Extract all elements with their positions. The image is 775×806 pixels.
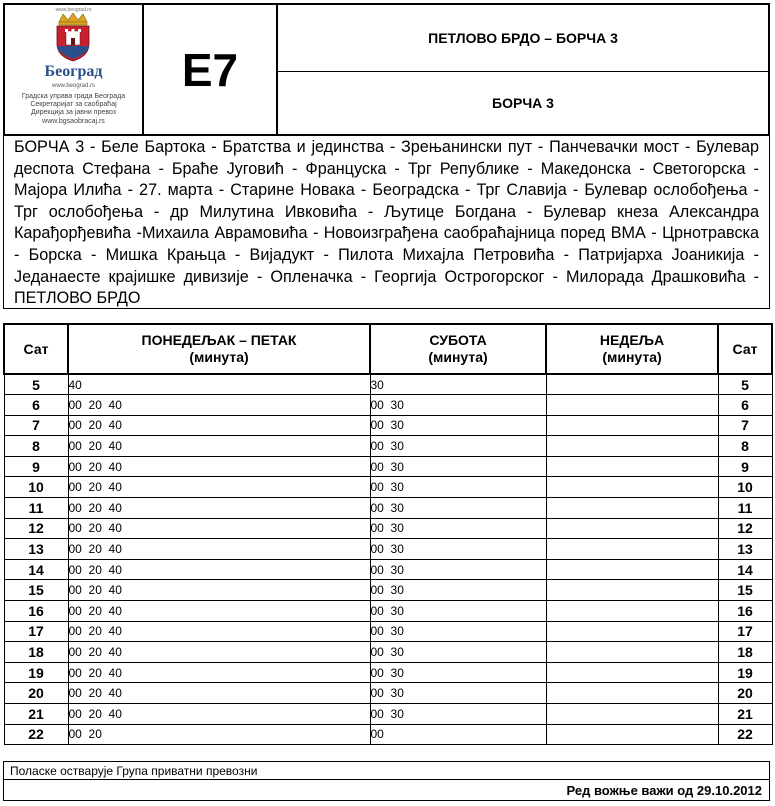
hour-cell-left: 11 <box>4 498 68 519</box>
hour-cell-left: 20 <box>4 683 68 704</box>
hour-cell-right: 20 <box>718 683 772 704</box>
hour-cell-right: 6 <box>718 395 772 416</box>
agency-line-2: Секретаријат за саобраћај <box>30 101 117 108</box>
route-description: БОРЧА 3 - Беле Бартока - Братства и јединства - Зрењанински пут - Панчевачки мост - Булевар деспота Стефана - Браће Југовић - Француска - Трг Републике - Македонска - Светогорска - Мајора Илића - 27. марта - Старине Новака - Београдска - Трг Славија - Булевар ослобођења - Трг ослобођења - др Милутина Ивковића - Љутице Богдана - Булевар кнеза Александра Карађорђевића -Михаила Аврамовића - Новоизграђена саобраћајница поред ВМА - Црнотравска - Борска - Мишка Крањца - Вијадукт - Пилота Михајла Петровића - Патријарха Јоаникија - Једанаесте крајишке дивизије - Опленачка - Георгија Острогорског - Милорада Драшковића - ПЕТЛОВО БРДО <box>3 136 770 309</box>
table-row <box>4 704 772 725</box>
saturday-minutes: 00 30 <box>370 601 546 622</box>
weekday-minutes: 00 20 40 <box>68 415 370 436</box>
saturday-minutes: 00 30 <box>370 498 546 519</box>
hour-cell-left: 17 <box>4 621 68 642</box>
sunday-minutes <box>546 704 718 725</box>
header-sunday-sub: (минута) <box>602 349 662 365</box>
saturday-minutes: 00 30 <box>370 395 546 416</box>
sunday-minutes <box>546 518 718 539</box>
hour-cell-left: 13 <box>4 539 68 560</box>
header-sunday <box>546 324 718 374</box>
timetable-body <box>4 374 772 745</box>
belgrade-crest-icon <box>51 12 95 62</box>
hour-cell-right: 12 <box>718 518 772 539</box>
hour-cell-right: 8 <box>718 436 772 457</box>
hour-cell-left: 6 <box>4 395 68 416</box>
table-row <box>4 498 772 519</box>
valid-from: Ред вожње важи од 29.10.2012 <box>3 780 770 801</box>
hour-cell-left: 18 <box>4 642 68 663</box>
hour-cell-left: 10 <box>4 477 68 498</box>
hour-cell-left: 12 <box>4 518 68 539</box>
timetable-header <box>3 3 770 136</box>
city-name: Београд <box>44 63 103 80</box>
hour-cell-left: 15 <box>4 580 68 601</box>
agency-website: www.bgsaobracaj.rs <box>42 118 105 125</box>
table-row <box>4 518 772 539</box>
weekday-minutes: 00 20 40 <box>68 518 370 539</box>
sunday-minutes <box>546 559 718 580</box>
hour-cell-left: 22 <box>4 724 68 745</box>
sunday-minutes <box>546 415 718 436</box>
sunday-minutes <box>546 456 718 477</box>
hour-cell-left: 16 <box>4 601 68 622</box>
hour-cell-left: 14 <box>4 559 68 580</box>
weekday-minutes: 00 20 <box>68 724 370 745</box>
saturday-minutes: 00 30 <box>370 642 546 663</box>
saturday-minutes: 00 30 <box>370 580 546 601</box>
operator-note: Поласке остварује Група приватни превозни <box>3 761 770 780</box>
saturday-minutes: 00 30 <box>370 436 546 457</box>
weekday-minutes: 00 20 40 <box>68 662 370 683</box>
hour-cell-right: 18 <box>718 642 772 663</box>
saturday-minutes: 00 30 <box>370 704 546 725</box>
table-row <box>4 415 772 436</box>
weekday-minutes: 00 20 40 <box>68 601 370 622</box>
table-row <box>4 662 772 683</box>
weekday-minutes: 00 20 40 <box>68 580 370 601</box>
weekday-minutes: 00 20 40 <box>68 642 370 663</box>
sunday-minutes <box>546 436 718 457</box>
weekday-minutes: 00 20 40 <box>68 477 370 498</box>
route-direction: ПЕТЛОВО БРДО – БОРЧА 3 <box>278 5 768 72</box>
header-hour-left: Сат <box>4 324 68 374</box>
hour-cell-left: 8 <box>4 436 68 457</box>
hour-cell-right: 7 <box>718 415 772 436</box>
timetable <box>3 323 773 745</box>
header-sunday-title: НЕДЕЉА <box>599 332 665 348</box>
hour-cell-left: 5 <box>4 374 68 395</box>
sunday-minutes <box>546 621 718 642</box>
saturday-minutes: 00 30 <box>370 477 546 498</box>
table-row <box>4 374 772 395</box>
hour-cell-right: 9 <box>718 456 772 477</box>
weekday-minutes: 00 20 40 <box>68 539 370 560</box>
table-row <box>4 395 772 416</box>
sunday-minutes <box>546 539 718 560</box>
table-row <box>4 621 772 642</box>
table-row <box>4 456 772 477</box>
hour-cell-right: 13 <box>718 539 772 560</box>
sunday-minutes <box>546 642 718 663</box>
logo-domain: www.beograd.rs <box>51 83 96 89</box>
sunday-minutes <box>546 580 718 601</box>
hour-cell-right: 17 <box>718 621 772 642</box>
header-weekday-sub: (минута) <box>189 349 249 365</box>
hour-cell-right: 10 <box>718 477 772 498</box>
saturday-minutes: 00 30 <box>370 415 546 436</box>
sunday-minutes <box>546 601 718 622</box>
sunday-minutes <box>546 374 718 395</box>
weekday-minutes: 00 20 40 <box>68 621 370 642</box>
hour-cell-right: 22 <box>718 724 772 745</box>
agency-line-1: Градска управа града Београда <box>21 93 126 100</box>
hour-cell-right: 15 <box>718 580 772 601</box>
city-logo <box>5 5 144 134</box>
table-row <box>4 642 772 663</box>
weekday-minutes: 00 20 40 <box>68 704 370 725</box>
weekday-minutes: 00 20 40 <box>68 436 370 457</box>
table-row <box>4 601 772 622</box>
hour-cell-right: 19 <box>718 662 772 683</box>
weekday-minutes: 00 20 40 <box>68 683 370 704</box>
table-row <box>4 724 772 745</box>
header-saturday-sub: (минута) <box>428 349 488 365</box>
hour-cell-right: 21 <box>718 704 772 725</box>
header-weekday <box>68 324 370 374</box>
line-number: E7 <box>144 5 278 134</box>
saturday-minutes: 00 30 <box>370 683 546 704</box>
hour-cell-left: 7 <box>4 415 68 436</box>
saturday-minutes: 00 30 <box>370 518 546 539</box>
hour-cell-left: 9 <box>4 456 68 477</box>
hour-cell-left: 21 <box>4 704 68 725</box>
table-row <box>4 580 772 601</box>
table-row <box>4 539 772 560</box>
saturday-minutes: 00 30 <box>370 662 546 683</box>
saturday-minutes: 00 <box>370 724 546 745</box>
saturday-minutes: 00 30 <box>370 456 546 477</box>
sunday-minutes <box>546 662 718 683</box>
table-row <box>4 683 772 704</box>
weekday-minutes: 00 20 40 <box>68 559 370 580</box>
hour-cell-right: 5 <box>718 374 772 395</box>
weekday-minutes: 40 <box>68 374 370 395</box>
saturday-minutes: 00 30 <box>370 539 546 560</box>
table-row <box>4 436 772 457</box>
weekday-minutes: 00 20 40 <box>68 395 370 416</box>
sunday-minutes <box>546 498 718 519</box>
header-weekday-title: ПОНЕДЕЉАК – ПЕТАК <box>141 332 297 348</box>
weekday-minutes: 00 20 40 <box>68 456 370 477</box>
agency-line-3: Дирекција за јавни превоз <box>31 109 116 116</box>
sunday-minutes <box>546 724 718 745</box>
saturday-minutes: 00 30 <box>370 621 546 642</box>
header-saturday <box>370 324 546 374</box>
hour-cell-right: 16 <box>718 601 772 622</box>
sunday-minutes <box>546 477 718 498</box>
weekday-minutes: 00 20 40 <box>68 498 370 519</box>
header-hour-right: Сат <box>718 324 772 374</box>
table-row <box>4 477 772 498</box>
hour-cell-left: 19 <box>4 662 68 683</box>
saturday-minutes: 00 30 <box>370 559 546 580</box>
logo-domain-top: www.beograd.rs <box>55 7 92 13</box>
sunday-minutes <box>546 395 718 416</box>
sunday-minutes <box>546 683 718 704</box>
header-saturday-title: СУБОТА <box>429 332 487 348</box>
hour-cell-right: 11 <box>718 498 772 519</box>
table-row <box>4 559 772 580</box>
saturday-minutes: 30 <box>370 374 546 395</box>
hour-cell-right: 14 <box>718 559 772 580</box>
departure-stop: БОРЧА 3 <box>492 95 554 111</box>
